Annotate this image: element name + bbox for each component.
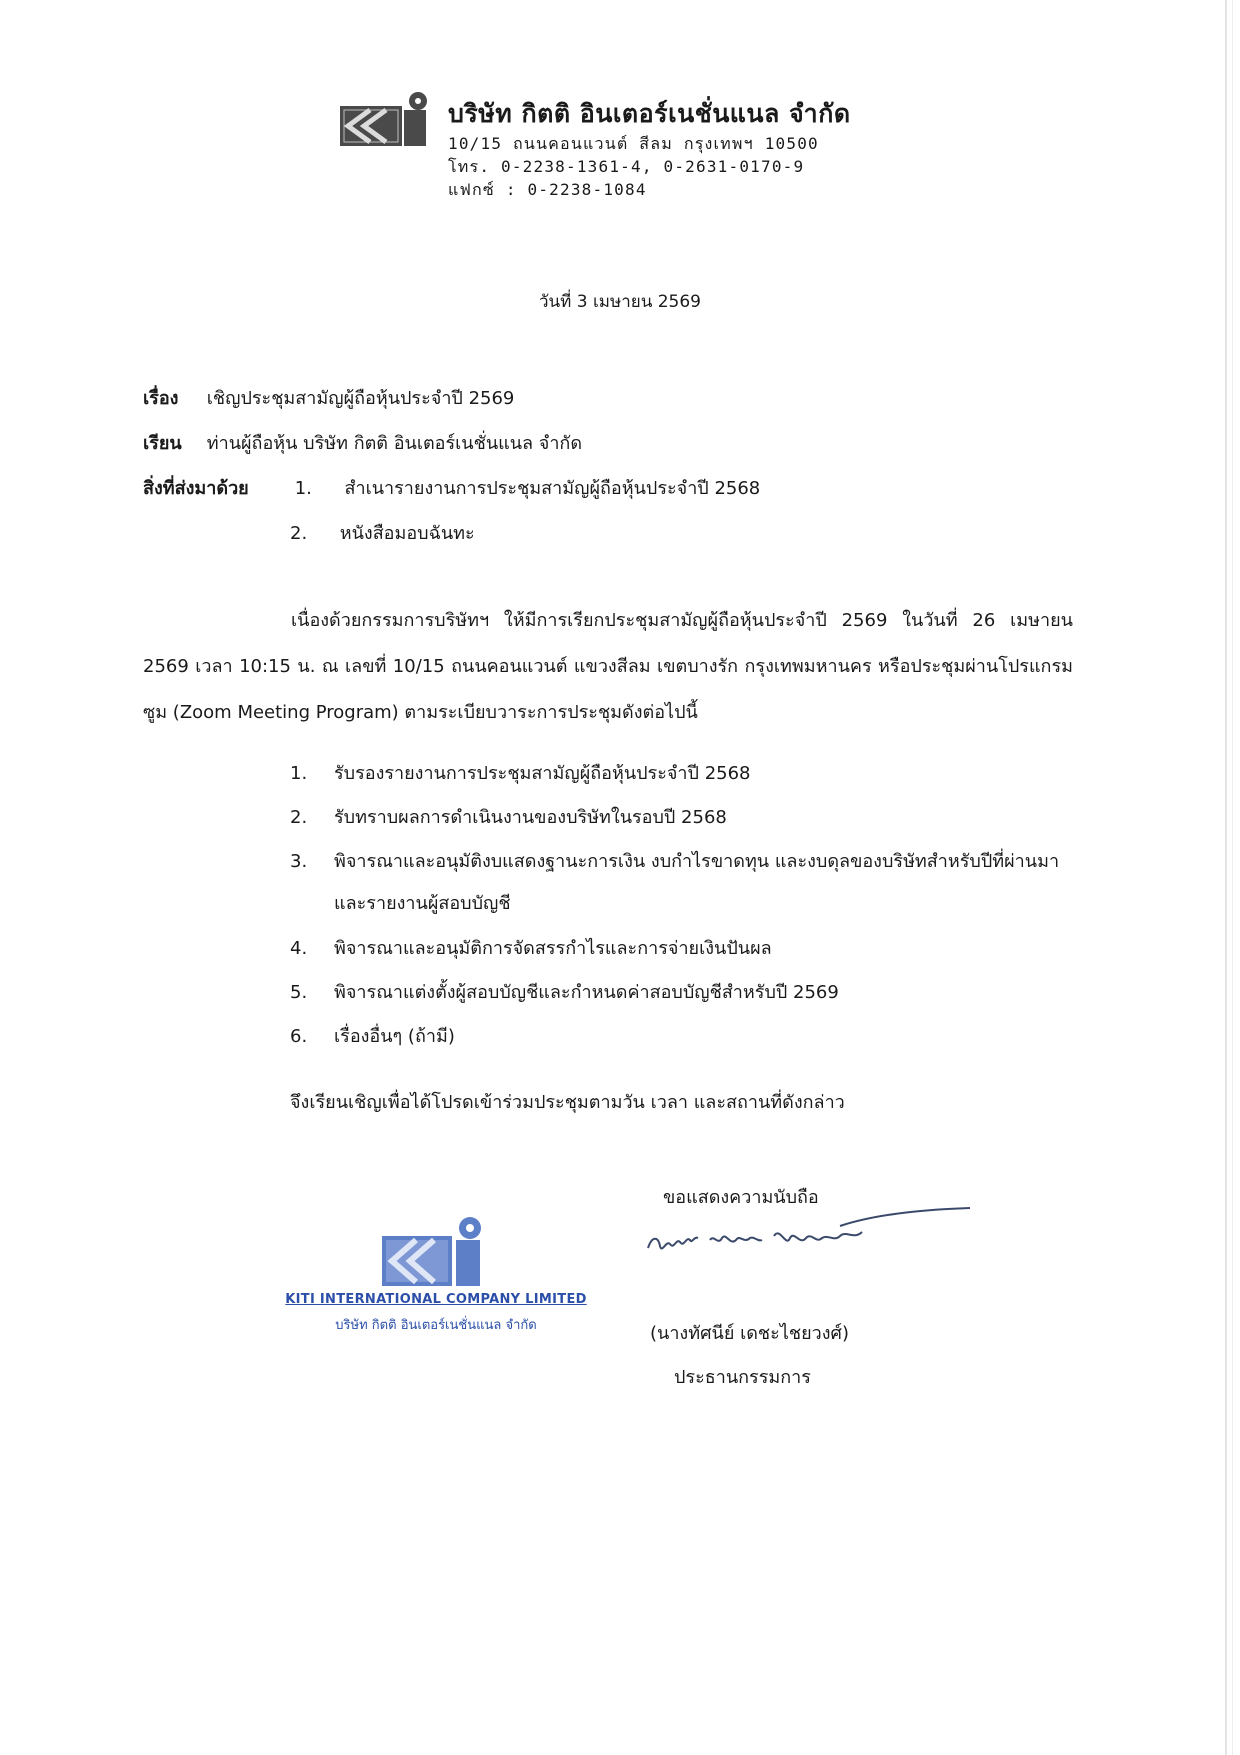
agenda-number: 2. bbox=[290, 807, 308, 828]
enclosure-text: หนังสือมอบฉันทะ bbox=[339, 523, 475, 544]
scan-edge-line-2 bbox=[1232, 0, 1233, 1755]
kti-logo-icon bbox=[340, 92, 438, 148]
agenda-item bbox=[290, 797, 1080, 839]
enclosure-label: สิ่งที่ส่งมาด้วย bbox=[143, 478, 249, 499]
letterhead-address: 10/15 ถนนคอนแวนต์ สีลม กรุงเทพฯ 10500 bbox=[448, 134, 819, 153]
enclosure-row-2 bbox=[290, 518, 475, 547]
letterhead-fax: แฟกซ์ : 0-2238-1084 bbox=[448, 180, 647, 199]
agenda-item bbox=[290, 753, 1080, 795]
recipient-row bbox=[143, 428, 582, 457]
agenda-text: พิจารณาแต่งตั้งผู้สอบบัญชีและกำหนดค่าสอบบัญชีสำหรับปี 2569 bbox=[334, 982, 839, 1003]
agenda-number: 5. bbox=[290, 982, 308, 1003]
letterhead-phone: โทร. 0-2238-1361-4, 0-2631-0170-9 bbox=[448, 157, 805, 176]
agenda-number: 4. bbox=[290, 938, 308, 959]
kti-stamp-logo-icon bbox=[382, 1216, 490, 1288]
company-stamp bbox=[278, 1216, 594, 1334]
signer-name: (นางทัศนีย์ เดชะไชยวงศ์) bbox=[650, 1323, 849, 1344]
agenda-number: 6. bbox=[290, 1026, 308, 1047]
signer-position: ประธานกรรมการ bbox=[674, 1367, 811, 1388]
closing-text: จึงเรียนเชิญเพื่อได้โปรดเข้าร่วมประชุมตามวัน เวลา และสถานที่ดังกล่าว bbox=[290, 1092, 845, 1113]
enclosure-number: 1. bbox=[294, 478, 312, 499]
subject-text: เชิญประชุมสามัญผู้ถือหุ้นประจำปี 2569 bbox=[206, 388, 515, 409]
subject-label: เรื่อง bbox=[143, 388, 179, 409]
scan-edge-line bbox=[1225, 0, 1227, 1755]
subject-row bbox=[143, 383, 514, 412]
agenda-text: รับรองรายงานการประชุมสามัญผู้ถือหุ้นประจำปี 2568 bbox=[334, 763, 751, 784]
agenda-text: พิจารณาและอนุมัติการจัดสรรกำไรและการจ่ายเงินปันผล bbox=[334, 938, 772, 959]
letter-date: วันที่ 3 เมษายน 2569 bbox=[538, 292, 701, 312]
body-paragraph bbox=[143, 598, 1073, 736]
agenda-text: เรื่องอื่นๆ (ถ้ามี) bbox=[334, 1026, 455, 1047]
agenda-item bbox=[290, 1016, 1080, 1058]
body-paragraph-text: เนื่องด้วยกรรมการบริษัทฯ ให้มีการเรียกประชุมสามัญผู้ถือหุ้นประจำปี 2569 ในวันที่ 26 เมษายน 2569 เวลา 10:15 น. ณ เลขที่ 10/15 ถนนคอนแวนต์ แขวงสีลม เขตบางรัก กรุงเทพมหานคร หรือประชุมผ่านโปรแกรมซูม (Zoom Meeting Program) ตามระเบียบวาระการประชุมดังต่อไปนี้ bbox=[143, 610, 1073, 723]
enclosure-number: 2. bbox=[290, 523, 308, 544]
agenda-text: รับทราบผลการดำเนินงานของบริษัทในรอบปี 2568 bbox=[334, 807, 727, 828]
agenda-number: 3. bbox=[290, 851, 308, 872]
agenda-item bbox=[290, 928, 1080, 970]
stamp-company-name-en: KITI INTERNATIONAL COMPANY LIMITED bbox=[285, 1292, 587, 1307]
regards-text: ขอแสดงความนับถือ bbox=[663, 1187, 819, 1208]
recipient-label: เรียน bbox=[143, 433, 182, 454]
agenda-number: 1. bbox=[290, 763, 308, 784]
recipient-text: ท่านผู้ถือหุ้น บริษัท กิตติ อินเตอร์เนชั่นแนล จำกัด bbox=[206, 433, 583, 454]
agenda-item bbox=[290, 972, 1080, 1014]
stamp-company-name-th: บริษัท กิตติ อินเตอร์เนชั่นแนล จำกัด bbox=[335, 1318, 537, 1333]
handwritten-signature bbox=[640, 1196, 980, 1266]
agenda-item bbox=[290, 841, 1080, 925]
enclosure-row-1 bbox=[143, 473, 760, 502]
agenda-text: พิจารณาและอนุมัติงบแสดงฐานะการเงิน งบกำไรขาดทุน และงบดุลของบริษัทสำหรับปีที่ผ่านมา และรายงานผู้สอบบัญชี bbox=[334, 851, 1060, 914]
letterhead-company-name: บริษัท กิตติ อินเตอร์เนชั่นแนล จำกัด bbox=[448, 99, 851, 128]
letterhead bbox=[340, 92, 900, 202]
enclosure-text: สำเนารายงานการประชุมสามัญผู้ถือหุ้นประจำปี 2568 bbox=[344, 478, 761, 499]
